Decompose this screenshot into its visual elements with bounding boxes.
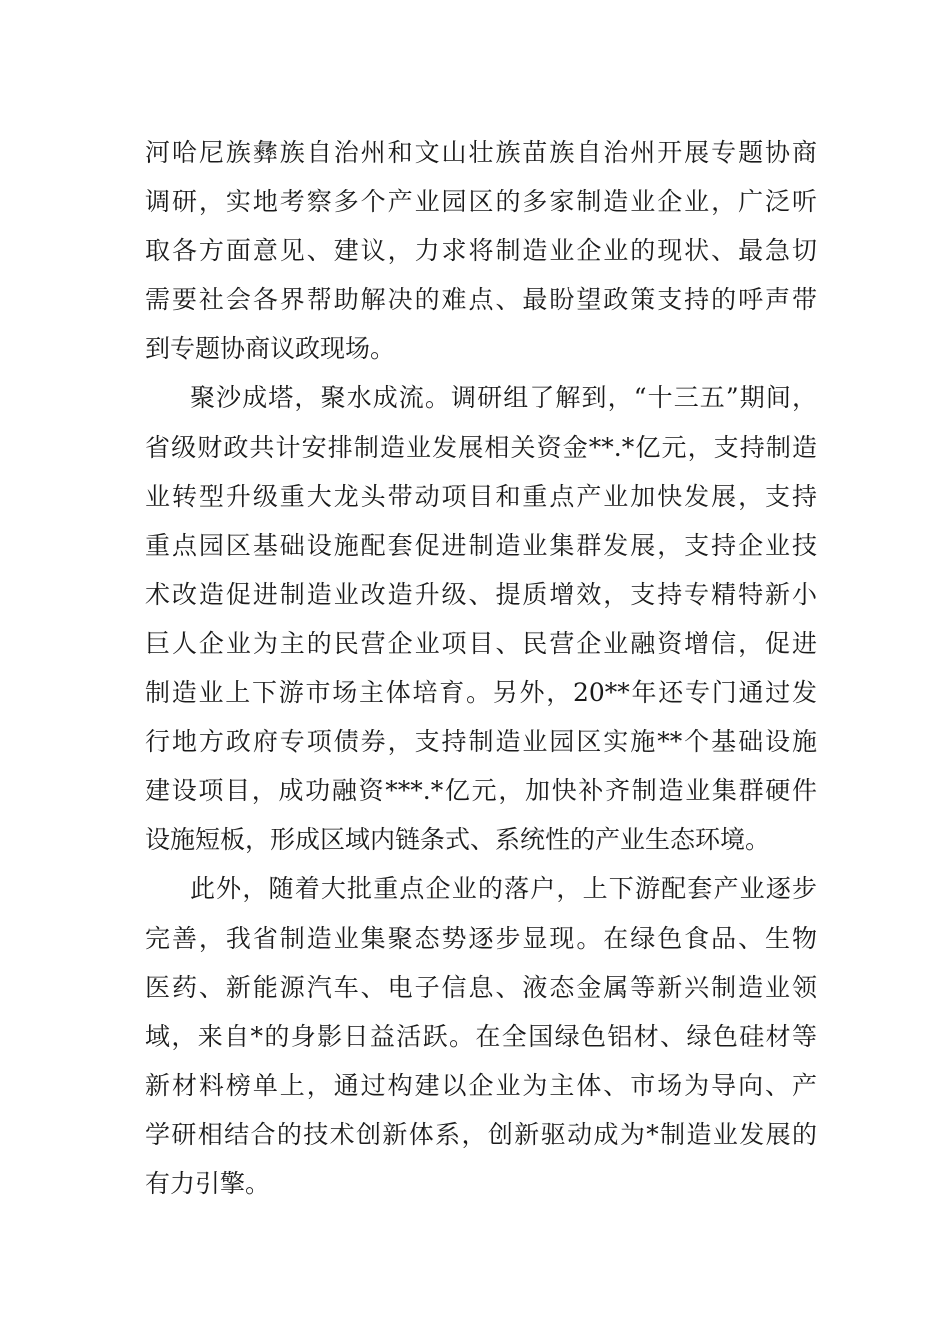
paragraph-line: 业转型升级重大龙头带动项目和重点产业加快发展，支持	[145, 481, 817, 511]
paragraph-line: 河哈尼族彝族自治州和文山壮族苗族自治州开展专题协商	[145, 138, 817, 167]
paragraph-line: 完善，我省制造业集聚态势逐步显现。在绿色食品、生物	[145, 923, 817, 953]
paragraph-line: 聚沙成塔，聚水成流。调研组了解到，“十三五”期间，	[190, 383, 817, 413]
paragraph-line: 术改造促进制造业改造升级、提质增效，支持专精特新小	[145, 579, 817, 609]
paragraph-line: 取各方面意见、建议，力求将制造业企业的现状、最急切	[145, 236, 817, 266]
paragraph-line: 新材料榜单上，通过构建以企业为主体、市场为导向、产	[145, 1070, 817, 1100]
document-body	[145, 128, 817, 1208]
paragraph-line: 学研相结合的技术创新体系，创新驱动成为*制造业发展的	[145, 1119, 817, 1149]
paragraph-line: 医药、新能源汽车、电子信息、液态金属等新兴制造业领	[145, 972, 817, 1002]
paragraph-line: 域，来自*的身影日益活跃。在全国绿色铝材、绿色硅材等	[145, 1021, 817, 1051]
paragraph-line: 建设项目，成功融资***.*亿元，加快补齐制造业集群硬件	[145, 776, 817, 806]
paragraph-line: 需要社会各界帮助解决的难点、最盼望政策支持的呼声带	[145, 285, 817, 315]
paragraph-3	[145, 864, 817, 1208]
paragraph-2	[145, 373, 817, 864]
paragraph-line: 重点园区基础设施配套促进制造业集群发展，支持企业技	[145, 530, 817, 560]
paragraph-line: 制造业上下游市场主体培育。另外，20**年还专门通过发	[145, 678, 817, 708]
paragraph-line: 设施短板，形成区域内链条式、系统性的产业生态环境。	[145, 825, 771, 855]
paragraph-line: 此外，随着大批重点企业的落户，上下游配套产业逐步	[190, 874, 817, 904]
paragraph-line: 省级财政共计安排制造业发展相关资金**.*亿元，支持制造	[145, 432, 817, 462]
paragraph-line: 有力引擎。	[145, 1168, 271, 1198]
paragraph-line: 行地方政府专项债券，支持制造业园区实施**个基础设施	[145, 727, 817, 757]
paragraph-line: 到专题协商议政现场。	[145, 334, 396, 364]
paragraph-line: 调研，实地考察多个产业园区的多家制造业企业，广泛听	[145, 187, 817, 217]
paragraph-1	[145, 128, 817, 373]
paragraph-line: 巨人企业为主的民营企业项目、民营企业融资增信，促进	[145, 628, 817, 658]
